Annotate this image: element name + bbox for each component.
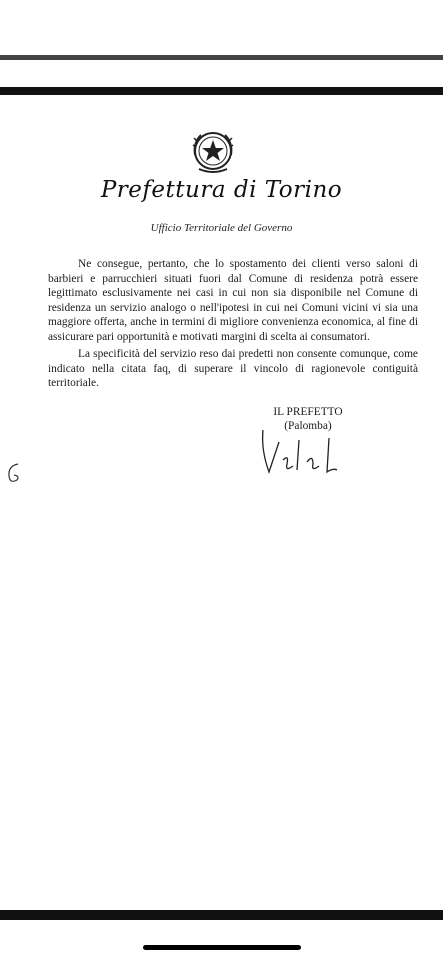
italian-republic-emblem-icon	[187, 125, 239, 177]
paragraph-1: Ne consegue, pertanto, che lo spostamento dei clienti verso saloni di barbieri e parrucchieri situati fuori dal Comune di residenza potrà essere legittimato esclusivamente nei casi in cui non sia disponibile nel Comune di residenza un servizio analogo o nell'ipotesi in cui nei Comuni vicini vi sia una maggiore offerta, anche in termini di migliore convenienza economica, al fine di assicurare pari opportunità e motivati margini di scelta ai consumatori.	[48, 258, 418, 343]
top-scan-border	[0, 87, 443, 95]
margin-handwritten-mark	[4, 460, 24, 486]
page-subtitle: Ufficio Territoriale del Governo	[150, 222, 293, 234]
bottom-scan-border	[0, 910, 443, 920]
signoff-role: IL PREFETTO	[273, 406, 343, 418]
top-scan-border-thin	[0, 55, 443, 60]
signoff-name: (Palomba)	[284, 420, 332, 432]
page-title: Prefettura di Torino	[100, 177, 343, 203]
paragraph-2: La specificità del servizio reso dai predetti non consente comunque, come indicato nella citata faq, di superare il vincolo di ragionevole contiguità territoriale.	[48, 348, 418, 389]
home-indicator[interactable]	[143, 945, 301, 950]
handwritten-signature	[255, 420, 365, 490]
